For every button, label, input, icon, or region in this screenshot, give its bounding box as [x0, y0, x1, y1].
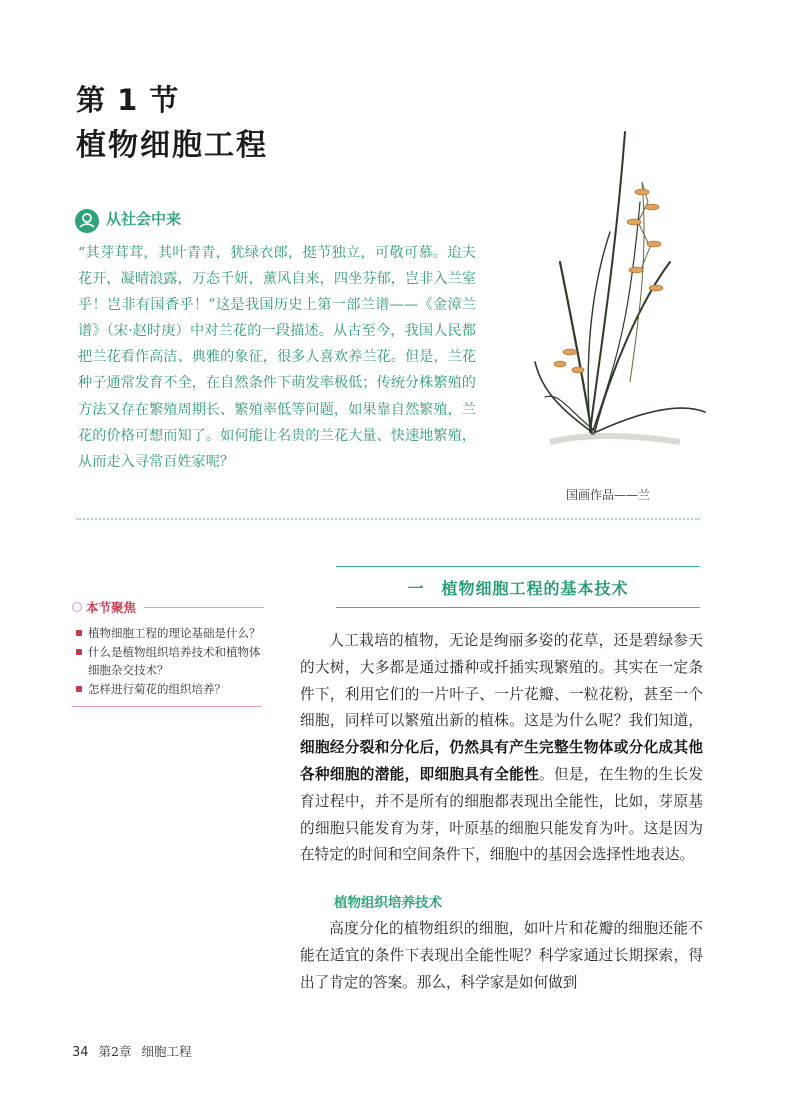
page-footer: [72, 1042, 192, 1060]
subheading-banner: [336, 566, 700, 608]
body-paragraph-1: [300, 628, 703, 869]
section-focus-header: [72, 598, 264, 616]
focus-bottom-rule: [72, 706, 262, 707]
minor-heading: 植物组织培养技术: [334, 895, 442, 911]
focus-item: 植物细胞工程的理论基础是什么？: [72, 624, 264, 643]
focus-item: 怎样进行菊花的组织培养？: [72, 680, 264, 699]
subheading: 一 植物细胞工程的基本技术: [407, 578, 629, 598]
body-text-run: 人工栽培的植物，无论是绚丽多姿的花草，还是碧绿参天的大树，大多都是通过播种或扦插实现繁殖的。其实在一定条件下，利用它们的一片叶子、一片花瓣、一粒花粉，甚至一个细胞，同样可以繁殖出新的植株。这是为什么呢？我们知道，: [300, 632, 703, 730]
from-society-text: “其芽茸茸，其叶青青，犹绿衣郎，挺节独立，可敬可慕。迨夫花开，凝晴浪露，万态千妍，薰风自来，四坐芬郁，岂非入兰室乎！岂非有国香乎！”这是我国历史上第一部兰谱——《金漳兰谱》（宋·赵时庚）中对兰花的一段描述。从古至今，我国人民都把兰花看作高洁、典雅的象征，很多人喜欢养兰花。但是，兰花种子通常发育不全，在自然条件下萌发率极低；传统分株繁殖的方法又存在繁殖周期长、繁殖率低等问题，如果靠自然繁殖，兰花的价格可想而知了。如何能让名贵的兰花大量、快速地繁殖，从而走入寻常百姓家呢？: [78, 245, 476, 470]
chapter-title: 细胞工程: [141, 1044, 192, 1059]
chapter-label: 第2章: [98, 1044, 132, 1059]
from-society-heading: 从社会中来: [106, 210, 182, 228]
body-paragraph-2: 高度分化的植物组织的细胞，如叶片和花瓣的细胞还能不能在适宜的条件下表现出全能性呢？科学家通过长期探索，得出了肯定的答案。那么，科学家是如何做到: [300, 920, 703, 991]
orchid-painting: [530, 112, 710, 472]
focus-rule: [144, 607, 264, 608]
body-text-run: 。但是，在生物的生长发育过程中，并不是所有的细胞都表现出全能性，比如，芽原基的细胞只能发育为芽，叶原基的细胞只能发育为叶。这是因为在特定的时间和空间条件下，细胞中的基因会选择性地表达。: [300, 765, 703, 864]
section-divider: [76, 518, 700, 520]
section-focus-heading: 本节聚焦: [86, 600, 137, 615]
section-focus-list: [72, 624, 264, 698]
section-title: 植物细胞工程: [76, 128, 268, 163]
body-bold-run: 细胞经分裂和分化后，仍然具有产生完整生物体或分化成其他各种细胞的潜能，即细胞具有全能性: [300, 739, 703, 783]
page-number: 34: [72, 1045, 89, 1060]
focus-bullet-icon: [72, 602, 82, 612]
section-focus-box: [72, 598, 264, 707]
figure-caption: 国画作品——兰: [566, 488, 651, 502]
society-icon: [74, 208, 100, 234]
focus-item: 什么是植物组织培养技术和植物体细胞杂交技术？: [72, 643, 264, 680]
section-number: 第 1 节: [76, 83, 180, 117]
